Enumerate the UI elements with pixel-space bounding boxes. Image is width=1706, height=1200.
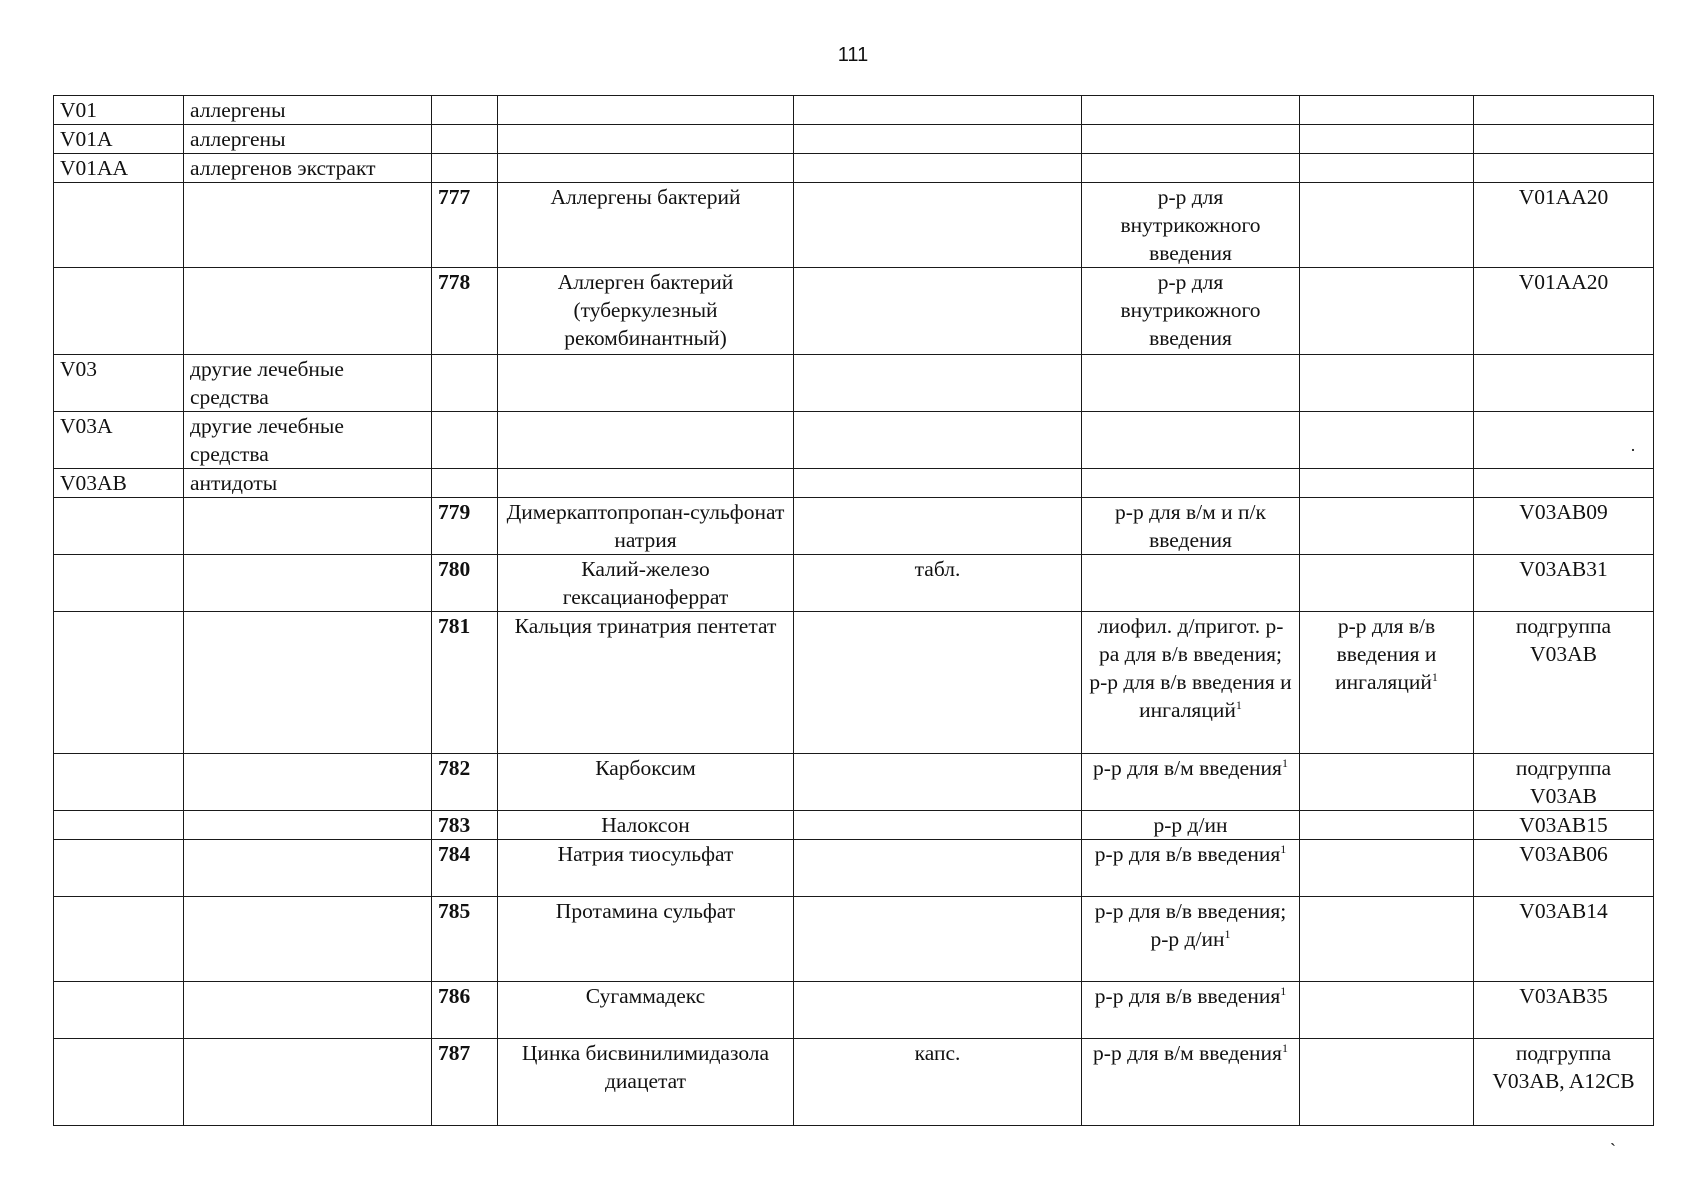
dosage-form-text: р-р для в/м введения (1093, 1041, 1282, 1065)
atc-group-name: аллергены (184, 125, 432, 154)
dosage-form-2 (1082, 125, 1300, 154)
table-row (54, 612, 1654, 754)
table-row (54, 469, 1654, 498)
dosage-form-2 (1082, 469, 1300, 498)
atc-group-code (54, 1039, 184, 1126)
atc-group-name (184, 982, 432, 1039)
item-number: 780 (432, 555, 498, 612)
footnote-mark: 1 (1281, 755, 1288, 770)
table-row (54, 897, 1654, 982)
atc-group-code (54, 811, 184, 840)
atc-group-name: другие лечебные средства (184, 412, 432, 469)
dosage-form-3 (1300, 154, 1474, 183)
dosage-form-3 (1300, 811, 1474, 840)
dosage-form-1 (794, 355, 1082, 412)
drug-name: Сугаммадекс (498, 982, 794, 1039)
item-number (432, 125, 498, 154)
dosage-form-3 (1300, 612, 1474, 754)
item-number (432, 412, 498, 469)
atc-code: V01AA20 (1474, 183, 1654, 268)
atc-group-code (54, 498, 184, 555)
drug-name (498, 125, 794, 154)
atc-group-code: V01A (54, 125, 184, 154)
atc-code (1474, 412, 1654, 469)
drug-name (498, 355, 794, 412)
dosage-form-2 (1082, 96, 1300, 125)
drug-name: Карбоксим (498, 754, 794, 811)
table-row (54, 1039, 1654, 1126)
item-number: 781 (432, 612, 498, 754)
atc-group-name (184, 498, 432, 555)
item-number: 786 (432, 982, 498, 1039)
dosage-form-3 (1300, 754, 1474, 811)
atc-code: V03AB35 (1474, 982, 1654, 1039)
dosage-form-1 (794, 183, 1082, 268)
table-row (54, 96, 1654, 125)
table-row (54, 982, 1654, 1039)
dosage-form-1 (794, 498, 1082, 555)
item-number: 784 (432, 840, 498, 897)
atc-group-code: V03AB (54, 469, 184, 498)
atc-code (1474, 154, 1654, 183)
drug-name: Калий-железо гексацианоферрат (498, 555, 794, 612)
table-row (54, 754, 1654, 811)
dosage-form-2 (1082, 555, 1300, 612)
drug-table (53, 95, 1654, 1126)
atc-group-name (184, 268, 432, 355)
atc-code (1474, 96, 1654, 125)
dosage-form-1 (794, 154, 1082, 183)
dosage-form-text: р-р для в/м введения (1093, 756, 1282, 780)
atc-group-name: аллергены (184, 96, 432, 125)
dosage-form-3 (1300, 498, 1474, 555)
atc-group-code (54, 268, 184, 355)
dosage-form-3 (1300, 268, 1474, 355)
atc-group-code: V03A (54, 412, 184, 469)
drug-name: Димеркаптопропан-сульфонат натрия (498, 498, 794, 555)
atc-group-name (184, 183, 432, 268)
item-number: 777 (432, 183, 498, 268)
dosage-form-3 (1300, 897, 1474, 982)
table-row (54, 154, 1654, 183)
drug-name: Цинка бисвинилимидазола диацетат (498, 1039, 794, 1126)
atc-group-code (54, 982, 184, 1039)
atc-group-name: антидоты (184, 469, 432, 498)
atc-code: подгруппа V03AB, A12CB (1474, 1039, 1654, 1126)
atc-code: V03AB06 (1474, 840, 1654, 897)
dosage-form-3 (1300, 125, 1474, 154)
atc-code: V03AB14 (1474, 897, 1654, 982)
item-number: 778 (432, 268, 498, 355)
page-number: 111 (837, 44, 869, 66)
dosage-form-1 (794, 268, 1082, 355)
dosage-form-1 (794, 96, 1082, 125)
dosage-form-2: р-р д/ин (1082, 811, 1300, 840)
dosage-form-1 (794, 412, 1082, 469)
dosage-form-1 (794, 469, 1082, 498)
atc-code (1474, 469, 1654, 498)
stray-tick-mark: ` (1610, 1140, 1616, 1160)
atc-group-name (184, 754, 432, 811)
dosage-form-2 (1082, 355, 1300, 412)
dosage-form-2: р-р для в/м и п/к введения (1082, 498, 1300, 555)
stray-dot-mark: · (1630, 440, 1636, 460)
atc-group-code (54, 183, 184, 268)
table-row (54, 412, 1654, 469)
dosage-form-2 (1082, 154, 1300, 183)
footnote-mark: 1 (1280, 983, 1287, 998)
atc-group-name: другие лечебные средства (184, 355, 432, 412)
atc-group-name (184, 555, 432, 612)
dosage-form-1: капс. (794, 1039, 1082, 1126)
table-row (54, 183, 1654, 268)
footnote-mark: 1 (1281, 1040, 1288, 1055)
dosage-form-1 (794, 612, 1082, 754)
dosage-form-1: табл. (794, 555, 1082, 612)
atc-group-code: V01 (54, 96, 184, 125)
item-number: 783 (432, 811, 498, 840)
dosage-form-3 (1300, 412, 1474, 469)
dosage-form-2 (1082, 840, 1300, 897)
dosage-form-3 (1300, 840, 1474, 897)
atc-code: подгруппа V03AB (1474, 754, 1654, 811)
table-row (54, 555, 1654, 612)
drug-name: Аллергены бактерий (498, 183, 794, 268)
dosage-form-2: р-р для внутрикожного введения (1082, 268, 1300, 355)
item-number: 782 (432, 754, 498, 811)
atc-group-code: V03 (54, 355, 184, 412)
dosage-form-1 (794, 840, 1082, 897)
item-number: 779 (432, 498, 498, 555)
atc-group-name (184, 612, 432, 754)
dosage-form-1 (794, 125, 1082, 154)
atc-code: V03AB09 (1474, 498, 1654, 555)
dosage-form-2 (1082, 1039, 1300, 1126)
atc-code (1474, 125, 1654, 154)
dosage-form-3 (1300, 355, 1474, 412)
drug-name: Аллерген бактерий (туберкулезный рекомбинантный) (498, 268, 794, 355)
dosage-form-3 (1300, 1039, 1474, 1126)
dosage-form-text: р-р для в/в введения и ингаляций (1335, 614, 1437, 694)
table-row (54, 268, 1654, 355)
atc-code: V01AA20 (1474, 268, 1654, 355)
drug-name (498, 469, 794, 498)
drug-name (498, 412, 794, 469)
dosage-form-1 (794, 897, 1082, 982)
atc-group-name (184, 897, 432, 982)
table-row (54, 125, 1654, 154)
drug-name: Натрия тиосульфат (498, 840, 794, 897)
footnote-mark: 1 (1431, 669, 1438, 684)
atc-code: V03AB31 (1474, 555, 1654, 612)
atc-group-code (54, 754, 184, 811)
drug-name (498, 154, 794, 183)
atc-group-name (184, 840, 432, 897)
atc-group-name (184, 811, 432, 840)
atc-group-code (54, 840, 184, 897)
footnote-mark: 1 (1280, 841, 1287, 856)
atc-code: подгруппа V03AB (1474, 612, 1654, 754)
dosage-form-1 (794, 811, 1082, 840)
drug-name (498, 96, 794, 125)
dosage-form-2 (1082, 754, 1300, 811)
dosage-form-text: р-р для в/в введения (1094, 984, 1281, 1008)
atc-group-code (54, 612, 184, 754)
footnote-mark: 1 (1224, 926, 1231, 941)
dosage-form-2 (1082, 612, 1300, 754)
table-row (54, 498, 1654, 555)
dosage-form-1 (794, 754, 1082, 811)
atc-group-code: V01AA (54, 154, 184, 183)
item-number: 785 (432, 897, 498, 982)
table-row (54, 355, 1654, 412)
drug-name: Налоксон (498, 811, 794, 840)
dosage-form-1 (794, 982, 1082, 1039)
item-number (432, 96, 498, 125)
atc-group-code (54, 897, 184, 982)
dosage-form-2 (1082, 897, 1300, 982)
dosage-form-3 (1300, 982, 1474, 1039)
item-number: 787 (432, 1039, 498, 1126)
item-number (432, 154, 498, 183)
atc-code (1474, 355, 1654, 412)
dosage-form-2: р-р для внутрикожного введения (1082, 183, 1300, 268)
footnote-mark: 1 (1235, 697, 1242, 712)
dosage-form-3 (1300, 183, 1474, 268)
drug-name: Кальция тринатрия пентетат (498, 612, 794, 754)
drug-name: Протамина сульфат (498, 897, 794, 982)
item-number (432, 355, 498, 412)
dosage-form-3 (1300, 469, 1474, 498)
atc-group-code (54, 555, 184, 612)
dosage-form-text: лиофил. д/пригот. р-ра для в/в введения; р-р для в/в введения и ингаляций (1089, 614, 1292, 722)
dosage-form-text: р-р для в/в введения (1094, 842, 1281, 866)
atc-group-name: аллергенов экстракт (184, 154, 432, 183)
atc-code: V03AB15 (1474, 811, 1654, 840)
dosage-form-2 (1082, 982, 1300, 1039)
dosage-form-2 (1082, 412, 1300, 469)
dosage-form-3 (1300, 555, 1474, 612)
dosage-form-text: р-р для в/в введения; р-р д/ин (1094, 899, 1287, 951)
table-row (54, 811, 1654, 840)
atc-group-name (184, 1039, 432, 1126)
table-row (54, 840, 1654, 897)
item-number (432, 469, 498, 498)
dosage-form-3 (1300, 96, 1474, 125)
